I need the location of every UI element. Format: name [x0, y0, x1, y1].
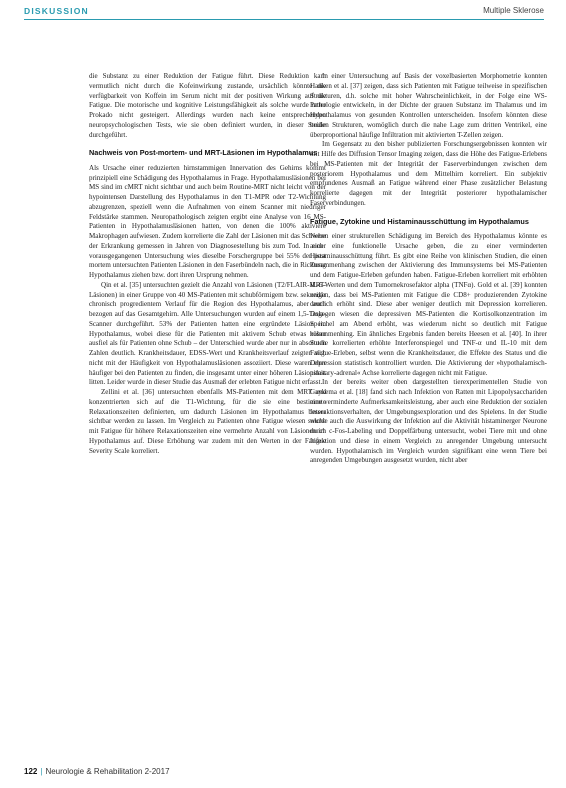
section-heading: Fatigue, Zytokine und Histaminausschüttung im Hypothalamus	[310, 216, 529, 226]
paragraph: Im Gegensatz zu den bisher publizierten Forschungsergebnissen konnten wir mit Hilfe des Diffusion Tensor Imaging zeigen, dass die Höhe des Fatigue-Erlebens bei MS-Patienten mit der Integrität der Faserverbindungen zwischen dem posteriorem Hypothalamus und dem Mittelhirn korreliert. Ein subjektiv empfundenes Ausmaß an Fatigue während einer Phase zusätzlicher Belastung korrelierte dagegen mit der Integrität posteriorer hypothalamischer Faserverbindungen.	[310, 140, 547, 207]
section-heading: Nachweis von Post-mortem- und MRT-Läsionen im Hypothalamus	[89, 148, 318, 158]
paragraph: Qin et al. [35] untersuchten gezielt die Anzahl von Läsionen (T2/FLAIR-MRT-Läsionen) in einer Gruppe von 40 MS-Patienten mit schubförmigem bzw. sekundär chronisch progredientem Verlauf für die Region des Hypothalamus, aber auch bezogen auf das Gesamtgehirn. Alle Untersuchungen wurden auf einem 1,5-Tesla-Scanner durchgeführt. 53% der Patienten hatten eine ergründete Läsion im Hypothalamus, wobei diese für die Patienten mit aktivem Schub etwas höher ausfiel als für Patienten ohne Schub – der Unterschied wurde aber nur in absoluten Zahlen deutlich. Krankheitsdauer, EDSS-Wert und Krankheitsverlauf zeigten sich nicht mit der Häufigkeit von Hypothalamusläsionen assoziiert. Diese waren eher häufiger bei den Patienten zu finden, die insgesamt unter einer höheren Läsionslast litten. Leider wurde in dieser Studie das Ausmaß der erlebten Fatigue nicht erfasst.	[89, 280, 326, 387]
journal-name: Neurologie & Rehabilitation 2-2017	[45, 767, 170, 776]
paragraph: Zellini et al. [36] untersuchten ebenfalls MS-Patienten mit dem MRT und konzentrierten sich auf die T1-Wichtung, für die sie eine bestimmte Relaxationszeiten definierten, um dadurch Läsionen im Hypothalamus besser sichtbar werden zu lassen. Im Vergleich zu Patienten ohne Fatigue wiesen solche mit Fatigue für höhere Relaxationszeiten eine vermehrte Anzahl von Läsionen im Hypothalamus auf. Diese Erhöhung war zudem mit den Werten in der Fatigue Severity Scale korreliert.	[89, 388, 326, 455]
page-number: 122	[24, 767, 38, 776]
footer-separator: |	[40, 767, 43, 776]
page-header	[0, 0, 566, 22]
right-column	[310, 72, 547, 466]
paragraph: Als Ursache einer reduzierten hirnstammigen Innervation des Gehirns kommt prinzipiell eine Schädigung des Hypothalamus in Frage. Hypothalamusläsionen bei MS sind im cMRT nicht sichtbar und auch beim Routine-MRT nicht leicht von der hypointensen Darstellung des Hypothalamus in den T1-MPR oder T2-Wichtung abzugrenzen, speziell wenn die Aufnahmen von einem Scanner mit niedriger Feldstärke stammen. Neuropathologisch zeigten ergibt eine Analyse von 16 MS-Patienten in Hypothalamusläsionen hatten, von denen die 100% aktiviere Makrophagen aufwiesen. Zudem korrelierte die Zahl der Läsionen mit das Schwere der Erkrankung gemessen in Jahren von Diagnosestellung bis zum Tod. In einer vorausgegangenen Untersuchung wies dieselbe Forschergruppe bei 55% der post mortem untersuchten Patienten Läsionen in den Faserbündeln nach, die in Richtung Hypothalamus ziehen bzw. dort ihren Ursprung nehmen.	[89, 163, 326, 280]
header-rule	[24, 19, 544, 20]
page-footer	[24, 767, 170, 776]
section-label: DISKUSSION	[24, 6, 89, 16]
left-column	[89, 72, 326, 456]
paragraph: In einer Untersuchung auf Basis der voxelbasierten Morphometrie konnten Hanken et al. [37] zeigen, dass sich Patienten mit Fatigue teilweise in spezifischen Strukturen, d.h. solche mit hoher Wahrscheinlichkeit, in der Folge eine WS-Pathologie entwickeln, in der Dichte der grauen Substanz im Thalamus und im Hypothalamus von gesunden Kontrollen unterscheiden. Insofern könnten diese beiden Strukturen, womöglich durch die nahe Lage zum dritten Ventrikel, eine überproportional häufige Infiltration mit aktivierten T-Zellen zeigen.	[310, 72, 547, 139]
paragraph: In der bereits weiter oben dargestellten tierexperimentellen Studie von Gaykema et al. [18] fand sich nach Infektion von Ratten mit Lipopolysacchariden eine verminderte Aufmerksamkeitsleistung, aber auch eine Reduktion der sozialen Interaktionsverhalten, der Umgebungsexploration und des Spielens. In der Studie wurde auch die Auswirkung der Infektion auf die Aktivität histaminerger Neurone durch c-Fos-Labeling und Doppelfärbung untersucht, wobei Tiere mit und ohne Infektion und diese in einem Vergleich zu anregender Umgebung untersucht wurden. Hypothalamisch im Vergleich wurden signifikant eine wenn Tiere bei anregenden Umgebungen ausgesetzt wurden, nicht aber	[310, 378, 547, 465]
paragraph: die Substanz zu einer Reduktion der Fatigue führt. Diese Reduktion kam vermutlich nicht durch die Kofeinwirkung zustande, ursächlich könnte die verfügbarkeit von Koffein im Serum nicht mit der positiven Wirkung auf die Fatigue. Die motorische und kognitive Leistungsfähigkeit als solche wurde unter Prokado nicht gesteigert. Allerdings wurden nach keine entsprechenden neuropsychologischen Tests, wie sie oben definiert wurden, in dieser Studie durchgeführt.	[89, 72, 326, 139]
running-head: Multiple Sklerose	[483, 6, 544, 15]
paragraph: Neben einer strukturellen Schädigung im Bereich des Hypothalamus könnte es auch eine funktionelle Ursache geben, die zu einer verminderten Histaminausschüttung führt. Es gibt eine Reihe von klinischen Studien, die einen Zusammenhang zwischen der Aktivierung des Immunsystems bei MS-Patienten und dem Fatigue-Erleben gefunden haben. Fatigue-Erleben korreliert mit erhöhten IL-6-Werten und dem Tumornekrosefaktor alpha (TNFα). Gold et al. [39] konnten zeigen, dass bei MS-Patienten mit Fatigue die CD8+ produzierenden Zytokine deutlich erhöht sind. Diese aber weniger deutlich mit Depression korrelieren. Dagegen wiesen die depressiven MS-Patienten die Kortisolkonzentration im Speichel am Abend erhöht, was wiederum nicht so deutlich mit Fatigue zusammenhing. Ein ähnliches Ergebnis fanden bereits Heesen et al. [40]. In ihrer Studie korrelierten erhöhte Interferonspiegel und TNF-α und IL-10 mit dem Fatigue-Erleben, selbst wenn die Krankheitsdauer, die Effekte des Status und die Depression statistisch kontrolliert wurden. Die Aktivierung der »hypothalamisch-pituitary-adrenal« Achse korrelierte dagegen nicht mit Fatigue.	[310, 232, 547, 377]
